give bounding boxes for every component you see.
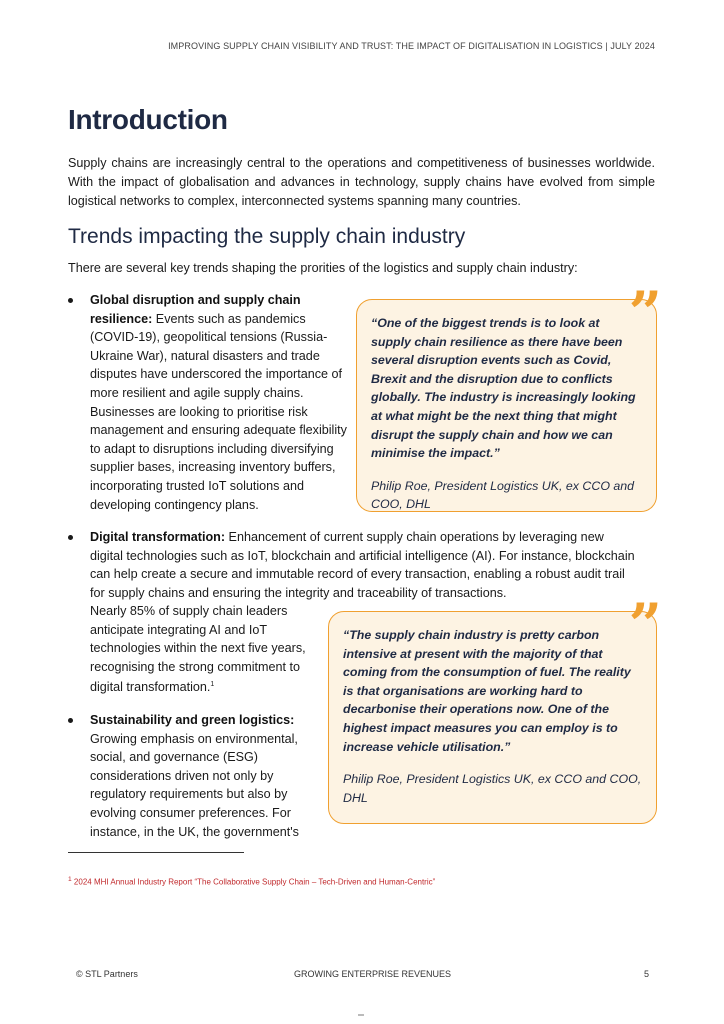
page-title: Introduction bbox=[68, 104, 228, 135]
bullet-global-disruption bbox=[90, 291, 352, 514]
bullet-sustainability bbox=[90, 711, 314, 841]
page-indicator bbox=[358, 1014, 364, 1016]
bullet-heading: Sustainability and green logistics: bbox=[90, 713, 295, 727]
section-title: Trends impacting the supply chain industry bbox=[68, 225, 466, 248]
bullet-marker bbox=[68, 535, 73, 540]
trends-lead: There are several key trends shaping the prorities of the logistics and supply chain industry: bbox=[68, 261, 578, 275]
running-header: IMPROVING SUPPLY CHAIN VISIBILITY AND TRUST: THE IMPACT OF DIGITALISATION IN LOGISTICS | JULY 2024 bbox=[168, 41, 655, 51]
footnote bbox=[68, 876, 435, 887]
quote-text: “One of the biggest trends is to look at supply chain resilience as there have been several disruption events such as Covid, Brexit and the disruption due to conflicts globally. The industry is increasingly looking at what might be the next thing that might disrupt the supply chain and how we can minimise the impact.” bbox=[371, 316, 636, 461]
bullet-digital-transformation bbox=[90, 528, 636, 602]
footer-copyright: © STL Partners bbox=[76, 969, 138, 979]
footnote-number: 1 bbox=[68, 876, 72, 883]
bullet-body: Enhancement of current supply chain operations by leveraging new digital technologies such as IoT, blockchain and artificial intelligence (AI). For instance, blockchain can help create a secure and immutable record of every transaction, enabling a robust audit trail for supply chains and ensuring the integrity and traceability of transactions. bbox=[90, 530, 635, 600]
quote-attribution: Philip Roe, President Logistics UK, ex CCO and COO, DHL bbox=[343, 772, 642, 805]
bullet-digital-continuation bbox=[90, 602, 322, 697]
bullet-body: Growing emphasis on environmental, social, and governance (ESG) considerations driven not only by regulatory requirements but also by evolving consumer preferences. For instance, in the UK, the government's bbox=[90, 731, 299, 839]
page-number: 5 bbox=[644, 969, 650, 979]
quote-attribution: Philip Roe, President Logistics UK, ex CCO and COO, DHL bbox=[371, 478, 635, 512]
bullet-marker bbox=[68, 718, 73, 723]
quote-mark-icon: ” bbox=[628, 591, 662, 659]
bullet-heading: Global disruption and supply chain resilience: bbox=[90, 293, 301, 326]
footnote-ref[interactable]: 1 bbox=[210, 681, 215, 689]
footnote-divider bbox=[68, 852, 244, 853]
intro-paragraph: Supply chains are increasingly central to the operations and competitiveness of businesses worldwide. With the impact of globalisation and advances in technology, supply chains have evolved from simple logistical networks to complex, interconnected systems spanning many countries. bbox=[68, 156, 655, 208]
bullet-body: Events such as pandemics (COVID-19), geopolitical tensions (Russia-Ukraine War), natural disasters and trade disputes have underscored the importance of more resilient and agile supply chains. Businesses are looking to prioritise risk management and ensuring adequate flexibility to adapt to disruptions including diversifying supplier bases, increasing inventory buffers, incorporating trusted IoT solutions and developing contingency plans. bbox=[90, 311, 347, 512]
footnote-text: 2024 MHI Annual Industry Report “The Collaborative Supply Chain – Tech-Driven and Human-Centric” bbox=[71, 877, 436, 887]
footer-section: GROWING ENTERPRISE REVENUES bbox=[294, 969, 452, 979]
quote-mark-icon: ” bbox=[628, 279, 662, 347]
bullet-marker bbox=[68, 298, 73, 303]
bullet-heading: Digital transformation: bbox=[90, 530, 226, 544]
quote-text: “The supply chain industry is pretty carbon intensive at present with the majority of that coming from the consumption of fuel. The reality is that organisations are working hard to decarbonise their operations now. One of the highest impact measures you can employ is to increase vehicle utilisation.” bbox=[343, 628, 631, 754]
quote-box-resilience bbox=[356, 279, 662, 512]
bullet-continuation: Nearly 85% of supply chain leaders anticipate integrating AI and IoT technologies within the next five years, recognising the strong commitment to digital transformation. bbox=[90, 604, 306, 695]
quote-box-carbon bbox=[328, 591, 662, 824]
